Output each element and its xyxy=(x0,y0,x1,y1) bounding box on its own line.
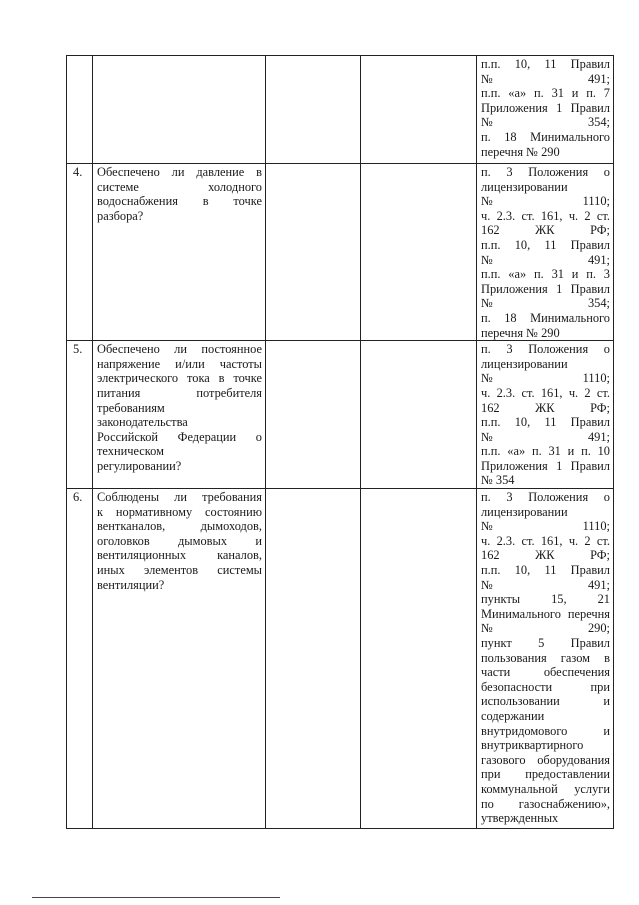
reference-text-line: Приложения 1 Правил xyxy=(481,281,610,296)
reference-text-line: № 1110; xyxy=(481,519,610,534)
reference-text-line: № 491; xyxy=(481,252,610,267)
reference-text-line: № 354; xyxy=(481,296,610,311)
reference-text-line: ч. 2.3. ст. 161, ч. 2 ст. xyxy=(481,533,610,548)
reference-text-line: № 290; xyxy=(481,621,610,636)
answer-cell-yes[interactable] xyxy=(266,56,361,164)
answer-cell-yes[interactable] xyxy=(266,341,361,489)
question-text-line: разбора? xyxy=(97,208,144,223)
question-text-line: питания потребителя xyxy=(97,385,262,400)
reference-text-line: № 354 xyxy=(481,473,515,488)
footnote-divider xyxy=(32,897,280,898)
reference-text-line: ч. 2.3. ст. 161, ч. 2 ст. xyxy=(481,385,610,400)
reference-text-line: п.п. 10, 11 Правил xyxy=(481,237,610,252)
reference-text-line: ч. 2.3. ст. 161, ч. 2 ст. xyxy=(481,208,610,223)
reference-text-line: пользования газом в xyxy=(481,650,610,665)
reference-text-line: перечня № 290 xyxy=(481,325,560,340)
answer-cell-no[interactable] xyxy=(361,489,477,829)
question-text-line: электрического тока в точке xyxy=(97,371,262,386)
answer-cell-yes[interactable] xyxy=(266,489,361,829)
reference-text-line: перечня № 290 xyxy=(481,144,560,159)
question-text-line: техническом xyxy=(97,444,164,459)
table-row xyxy=(67,341,614,489)
reference-text-line: газового оборудования xyxy=(481,752,610,767)
reference-text-line: п. 18 Минимального xyxy=(481,310,610,325)
question-text-line: к нормативному состоянию xyxy=(97,504,262,519)
reference-text-line: внутриквартирного xyxy=(481,738,584,753)
question-text-line: Российской Федерации о xyxy=(97,429,262,444)
reference-text-line: п.п. 10, 11 Правил xyxy=(481,563,610,578)
reference-cell xyxy=(477,164,614,341)
question-text-line: требованиям xyxy=(97,400,165,415)
question-cell xyxy=(93,489,266,829)
reference-text-line: № 1110; xyxy=(481,194,610,209)
question-cell xyxy=(93,56,266,164)
reference-text-line: п. 18 Минимального xyxy=(481,129,610,144)
answer-cell-no[interactable] xyxy=(361,56,477,164)
question-text-line: вентиляции? xyxy=(97,577,165,592)
table-row xyxy=(67,489,614,829)
row-number: 5. xyxy=(67,341,93,489)
row-number: 6. xyxy=(67,489,93,829)
question-text-line: водоснабжения в точке xyxy=(97,194,262,209)
reference-text-line: № 1110; xyxy=(481,371,610,386)
answer-cell-yes[interactable] xyxy=(266,164,361,341)
reference-text-line: Минимального перечня xyxy=(481,606,610,621)
reference-text-line: коммунальной услуги xyxy=(481,781,610,796)
reference-text-line: части обеспечения xyxy=(481,665,610,680)
table-row xyxy=(67,56,614,164)
reference-cell xyxy=(477,341,614,489)
reference-text-line: № 491; xyxy=(481,71,610,86)
reference-text-line: внутридомового и xyxy=(481,723,610,738)
reference-text-line: п.п. «а» п. 31 и п. 3 xyxy=(481,267,610,282)
answer-cell-no[interactable] xyxy=(361,341,477,489)
question-text-line: напряжение и/или частоты xyxy=(97,356,262,371)
answer-cell-no[interactable] xyxy=(361,164,477,341)
reference-text-line: Приложения 1 Правил xyxy=(481,458,610,473)
question-cell xyxy=(93,164,266,341)
row-number xyxy=(67,56,93,164)
reference-text-line: лицензировании xyxy=(481,179,568,194)
question-text-line: Обеспечено ли давление в xyxy=(97,165,262,179)
reference-text-line: п.п. 10, 11 Правил xyxy=(481,57,610,71)
question-text-line: вентканалов, дымоходов, xyxy=(97,519,262,534)
reference-text-line: п.п. «а» п. 31 и п. 7 xyxy=(481,86,610,101)
checklist-table xyxy=(66,55,614,829)
reference-cell xyxy=(477,489,614,829)
question-text-line: иных элементов системы xyxy=(97,563,262,578)
reference-text-line: по газоснабжению», xyxy=(481,796,610,811)
question-cell xyxy=(93,341,266,489)
question-text-line: вентиляционных каналов, xyxy=(97,548,262,563)
reference-text-line: Приложения 1 Правил xyxy=(481,100,610,115)
reference-text-line: 162 ЖК РФ; xyxy=(481,548,610,563)
question-text-line: Обеспечено ли постоянное xyxy=(97,342,262,357)
reference-text-line: лицензировании xyxy=(481,356,568,371)
reference-text-line: № 354; xyxy=(481,115,610,130)
reference-text-line: утвержденных xyxy=(481,811,559,826)
reference-text-line: п.п. 10, 11 Правил xyxy=(481,415,610,430)
reference-text-line: пункт 5 Правил xyxy=(481,636,610,650)
table-row xyxy=(67,164,614,341)
question-text-line: системе холодного xyxy=(97,179,262,194)
reference-text-line: п. 3 Положения о xyxy=(481,165,610,179)
reference-text-line: п. 3 Положения о xyxy=(481,490,610,505)
reference-text-line: п.п. «а» п. 31 и п. 10 xyxy=(481,444,610,459)
reference-text-line: № 491; xyxy=(481,429,610,444)
row-number: 4. xyxy=(67,164,93,341)
question-text-line: Соблюдены ли требования xyxy=(97,490,262,505)
reference-text-line: пункты 15, 21 xyxy=(481,592,610,607)
reference-text-line: при предоставлении xyxy=(481,767,610,782)
question-text-line: оголовков дымовых и xyxy=(97,533,262,548)
reference-text-line: № 491; xyxy=(481,577,610,592)
reference-text-line: 162 ЖК РФ; xyxy=(481,223,610,238)
reference-text-line: содержании xyxy=(481,708,545,723)
reference-text-line: п. 3 Положения о xyxy=(481,342,610,357)
reference-text-line: безопасности при xyxy=(481,679,610,694)
reference-text-line: использовании и xyxy=(481,694,610,709)
reference-cell xyxy=(477,56,614,164)
question-text-line: регулировании? xyxy=(97,458,182,473)
reference-text-line: 162 ЖК РФ; xyxy=(481,400,610,415)
question-text-line: законодательства xyxy=(97,415,188,430)
reference-text-line: лицензировании xyxy=(481,504,568,519)
